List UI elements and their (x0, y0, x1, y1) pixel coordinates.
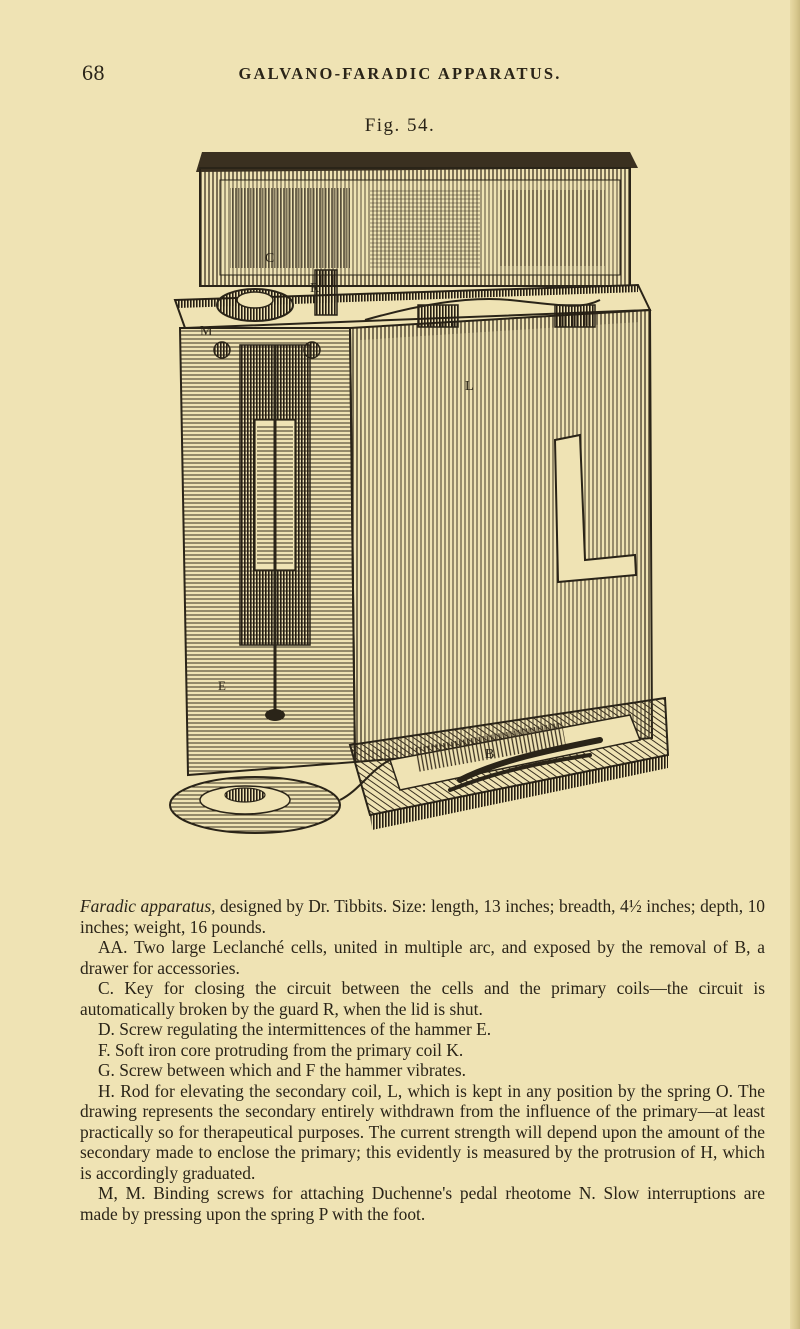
caption-item: C. Key for closing the circuit between the cells and the primary coils—the circuit is automatically broken by the guard R, when the lid is shut. (80, 978, 765, 1019)
caption-intro (80, 896, 765, 937)
letter-m: M (200, 324, 213, 339)
figure-label: Fig. 54. (364, 115, 436, 136)
letter-l: L (465, 379, 474, 394)
caption-item: M, M. Binding screws for attaching Duchenne's pedal rheotome N. Slow interruptions are made by pressing upon the spring P with the foot. (80, 1183, 765, 1224)
coil-compartment (180, 328, 355, 775)
caption-item: F. Soft iron core protruding from the primary coil K. (98, 1039, 464, 1060)
letter-b: B (485, 747, 495, 762)
page-edge (790, 0, 800, 1329)
lid (196, 152, 638, 286)
apparatus-engraving (160, 150, 670, 895)
page-number: 68 (82, 60, 105, 85)
running-title: GALVANO-FARADIC APPARATUS. (238, 64, 562, 83)
caption-item: H. Rod for elevating the secondary coil, L, which is kept in any position by the spring O. The drawing represents the secondary entirely withdrawn from the influence of the primary—at least practically so for therapeutical purposes. The current strength will depend upon the amount of the secondary made to enclose the primary; this evidently is measured by the protrusion of H, which is accordingly graduated. (80, 1080, 765, 1183)
letter-r: R (310, 281, 320, 296)
letter-c: C (265, 251, 275, 266)
caption-item: G. Screw between which and F the hammer vibrates. (98, 1060, 466, 1080)
caption-item: AA. Two large Leclanché cells, united in multiple arc, and exposed by the removal of B, a drawer for accessories. (80, 937, 765, 978)
letter-e: E (218, 678, 226, 693)
caption-item: D. Screw regulating the intermittences of the hammer E. (98, 1019, 492, 1039)
running-header (0, 60, 800, 90)
caption-intro-text: designed by Dr. Tibbits. Size: length, 13 inches; breadth, 4½ inches; depth, 10 inches; weight, 16 pounds. (80, 896, 765, 937)
apparatus-illustration (160, 150, 670, 895)
box-front (350, 310, 652, 762)
figure-caption (80, 896, 765, 1224)
caption-title: Faradic apparatus, (80, 896, 216, 916)
